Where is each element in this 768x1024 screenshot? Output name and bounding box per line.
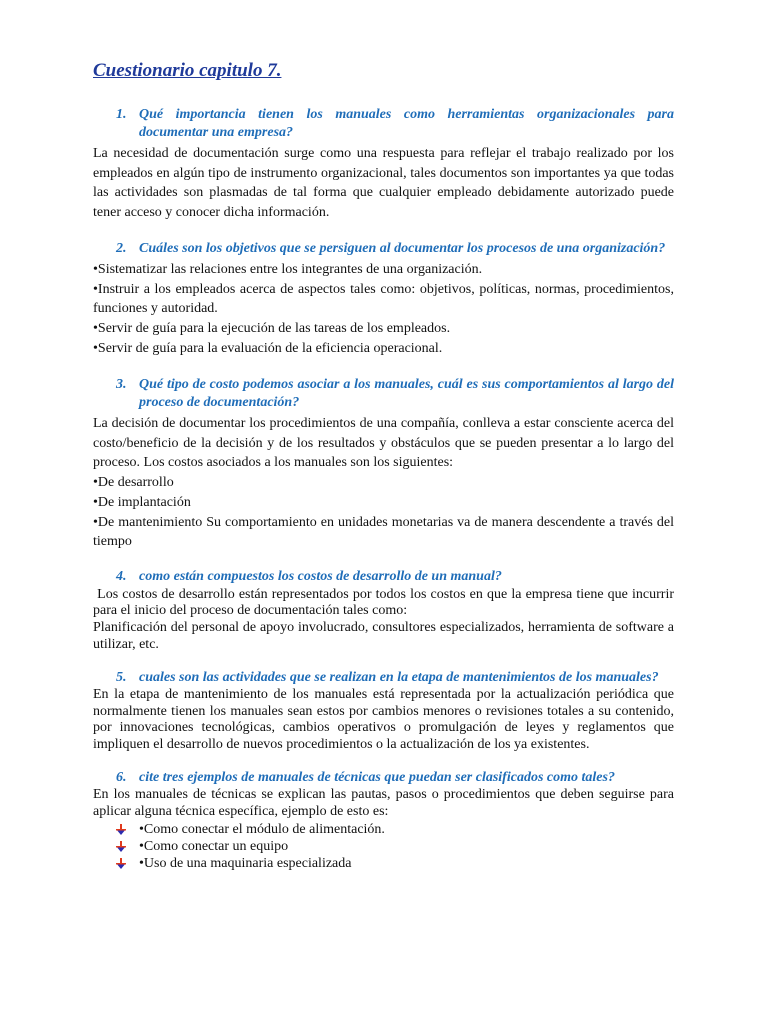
- question-number: 3.: [116, 377, 127, 393]
- list-item: [93, 855, 674, 872]
- arrow-down-bullet-icon: [115, 858, 127, 870]
- question-section-5: [93, 670, 674, 754]
- question-section-2: [93, 240, 674, 359]
- bullet-item: •De implantación: [93, 494, 191, 510]
- bullet-item: •Servir de guía para la evaluación de la eficiencia operacional.: [93, 341, 443, 357]
- bullet-item: •De mantenimiento Su comportamiento en unidades monetarias va de manera descendente a través del tiempo: [93, 514, 674, 550]
- question-section-3: [93, 376, 674, 552]
- question-number: 1.: [116, 107, 127, 122]
- question-text: Cuáles son los objetivos que se persiguen al documentar los procesos de una organización?: [139, 241, 666, 257]
- question-5: [93, 670, 674, 686]
- list-item-label: •Como conectar un equipo: [139, 839, 289, 854]
- list-item: [93, 821, 674, 838]
- question-number: 2.: [116, 241, 127, 257]
- question-text: Qué importancia tienen los manuales como herramientas organizacionales para documentar una empresa?: [139, 107, 674, 140]
- question-section-1: [93, 106, 674, 222]
- list-item-label: •Uso de una maquinaria especializada: [139, 856, 352, 871]
- answer-3: La decisión de documentar los procedimientos de una compañía, conlleva a estar consciente acerca del costo/beneficio de la decisión y de los resultados y obstáculos que se pueden presentar a lo largo del proceso. Los costos asociados a los manuales son los siguientes:: [93, 416, 674, 471]
- question-text: cuales son las actividades que se realizan en la etapa de mantenimientos de los manuales?: [139, 669, 659, 685]
- question-4: [93, 568, 674, 586]
- spacer: [93, 222, 674, 240]
- question-number: 5.: [116, 669, 127, 685]
- question-number: 4.: [116, 569, 127, 585]
- bullet-item: •De desarrollo: [93, 474, 174, 490]
- arrow-down-bullet-icon: [115, 841, 127, 853]
- spacer: [93, 754, 674, 769]
- document-title: Cuestionario capitulo 7.: [93, 60, 282, 81]
- spacer: [93, 359, 674, 376]
- question-number: 6.: [116, 769, 127, 785]
- question-text: como están compuestos los costos de desarrollo de un manual?: [139, 569, 502, 585]
- bullet-item: •Sistematizar las relaciones entre los integrantes de una organización.: [93, 261, 483, 277]
- answer-4-detail: Planificación del personal de apoyo involucrado, consultores especializados, herramienta de software a utilizar, etc.: [93, 620, 674, 652]
- question-section-4: [93, 568, 678, 654]
- spacer: [93, 654, 674, 670]
- question-1: [93, 106, 674, 141]
- question-3: [93, 376, 674, 411]
- list-item-label: •Como conectar el módulo de alimentación.: [139, 822, 385, 837]
- answer-6: En los manuales de técnicas se explican las pautas, pasos o procedimientos que deben seguirse para aplicar alguna técnica específica, ejemplo de esto es:: [93, 787, 674, 820]
- bullet-item: •Servir de guía para la ejecución de las tareas de los empleados.: [93, 321, 451, 337]
- bullet-item: •Instruir a los empleados acerca de aspectos tales como: objetivos, políticas, normas, procedimientos, funciones y autoridad.: [93, 281, 674, 317]
- answer-5: En la etapa de mantenimiento de los manuales está representada por la actualización periódica que normalmente tienen los manuales sean estos por cambios menores o revisiones totales a su contenido, por innovaciones tecnológicas, cambios operativos o promulgación de leyes y reglamentos que impliquen el desarrollo de nuevos procedimientos o la actualización de los ya existentes.: [93, 686, 674, 753]
- technique-examples-list: [93, 821, 674, 872]
- question-text: cite tres ejemplos de manuales de técnicas que puedan ser clasificados como tales?: [139, 769, 615, 785]
- question-2: [93, 240, 674, 258]
- answer-4-intro: Los costos de desarrollo están representados por todos los costos en que la empresa tiene que incurrir para el inicio del proceso de documentación tales como:: [93, 586, 678, 619]
- spacer: [93, 552, 674, 568]
- list-item: [93, 838, 674, 855]
- answer-1: La necesidad de documentación surge como una respuesta para reflejar el trabajo realizado por los empleados en algún tipo de instrumento organizacional, tales documentos son importantes ya que todas las actividades son plasmadas de tal forma que cualquier empleado debidamente autorizado puede tener acceso y conocer dicha información.: [93, 146, 674, 220]
- question-section-6: [93, 769, 674, 872]
- arrow-down-bullet-icon: [115, 824, 127, 836]
- question-6: [93, 769, 674, 787]
- question-text: Qué tipo de costo podemos asociar a los manuales, cuál es sus comportamientos al largo del proceso de documentación?: [139, 377, 674, 410]
